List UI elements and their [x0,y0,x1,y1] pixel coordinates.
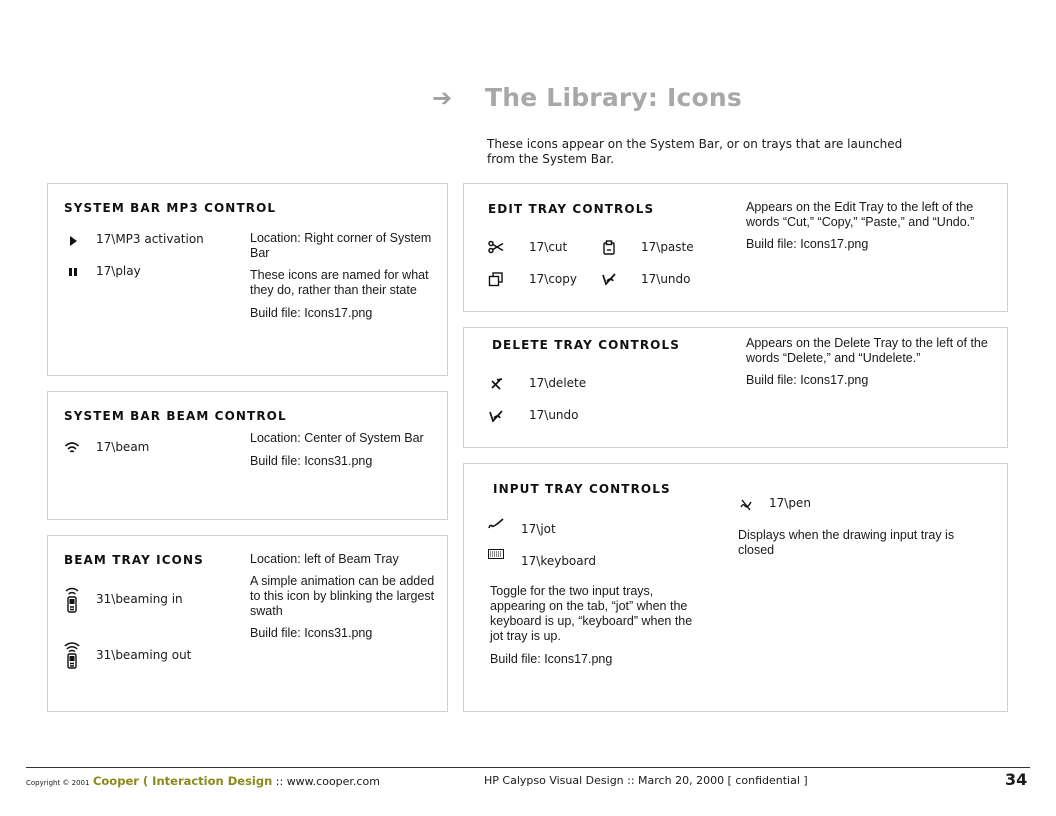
intro-line: from the System Bar. [487,152,615,166]
paste-icon [601,239,617,255]
panel-title: INPUT TRAY CONTROLS [493,482,671,496]
build-file-text: Build file: Icons17.png [490,652,613,666]
delete-icon [488,376,504,392]
panel-beam-control [47,391,448,520]
undo-icon [601,271,617,287]
panel-description [250,431,435,469]
icon-label: 17\cut [529,240,568,254]
icon-label: 17\undo [529,408,579,422]
panel-description [490,584,700,667]
cut-icon [488,239,504,255]
description-text: Appears on the Edit Tray to the left of the words “Cut,” “Copy,” “Paste,” and “Undo.” [746,200,975,229]
panel-edit-tray [463,183,1008,312]
description-text: Toggle for the two input trays, appearing on the tab, “jot” when the keyboard is up, “keyboard” when the jot tray is up. [490,584,693,643]
panel-title: EDIT TRAY CONTROLS [488,202,655,216]
panel-title: BEAM TRAY ICONS [64,553,204,567]
jot-icon [488,516,504,532]
brand-name: Cooper ( Interaction Design [92,774,273,788]
icon-label: 31\beaming out [96,648,192,662]
build-file-text: Build file: Icons17.png [746,373,869,387]
panel-description [738,528,993,558]
icon-label: 17\jot [521,522,556,536]
description-text: Location: left of Beam Tray [250,552,399,566]
keyboard-icon [488,546,504,562]
build-file-text: Build file: Icons17.png [746,237,869,251]
build-file-text: Build file: Icons31.png [250,626,373,640]
footer-document-info: HP Calypso Visual Design :: March 20, 2000 [ confidential ] [484,774,808,787]
description-text: These icons are named for what they do, rather than their state [250,268,429,297]
panel-description [250,552,440,641]
icon-label: 17\delete [529,376,587,390]
intro-text [487,137,977,167]
beam-icon [64,439,80,455]
panel-beam-tray [47,535,448,712]
beaming-in-icon [64,586,80,614]
build-file-text: Build file: Icons17.png [250,306,373,320]
copy-icon [488,271,504,287]
icon-label: 17\undo [641,272,691,286]
icon-label: 17\paste [641,240,694,254]
panel-description [746,200,1001,252]
description-text: Location: Center of System Bar [250,431,424,445]
icon-label: 17\play [96,264,141,278]
panel-title: SYSTEM BAR MP3 CONTROL [64,201,277,215]
footer-copyright [26,774,380,788]
panel-delete-tray [463,327,1008,448]
build-file-text: Build file: Icons31.png [250,454,373,468]
icon-label: 17\beam [96,440,150,454]
description-text: Appears on the Delete Tray to the left of the words “Delete,” and “Undelete.” [746,336,988,365]
panel-title: SYSTEM BAR BEAM CONTROL [64,409,287,423]
description-text: Location: Right corner of System Bar [250,231,432,260]
panel-input-tray [463,463,1008,712]
footer-divider [26,767,1030,768]
panel-description [250,231,435,321]
arrow-icon: ➔ [432,84,453,112]
page-number: 34 [1005,770,1028,789]
copyright-text: Copyright © 2001 [26,779,90,787]
page-title: The Library: Icons [485,83,743,112]
undo-icon [488,408,504,424]
panel-title: DELETE TRAY CONTROLS [492,338,680,352]
icon-label: 17\pen [769,496,811,510]
icon-label: 17\copy [529,272,577,286]
icon-label: 17\MP3 activation [96,232,204,246]
pen-icon [738,497,754,513]
beaming-out-icon [64,642,80,670]
pause-icon [65,264,81,280]
description-text: Displays when the drawing input tray is closed [738,528,955,557]
panel-mp3-control [47,183,448,376]
website-text: :: www.cooper.com [275,775,380,788]
play-triangle-icon [65,233,81,249]
description-text: A simple animation can be added to this icon by blinking the largest swath [250,574,435,618]
intro-line: These icons appear on the System Bar, or on trays that are launched [487,137,903,151]
icon-label: 17\keyboard [521,554,596,568]
panel-description [746,336,1001,388]
icon-label: 31\beaming in [96,592,183,606]
